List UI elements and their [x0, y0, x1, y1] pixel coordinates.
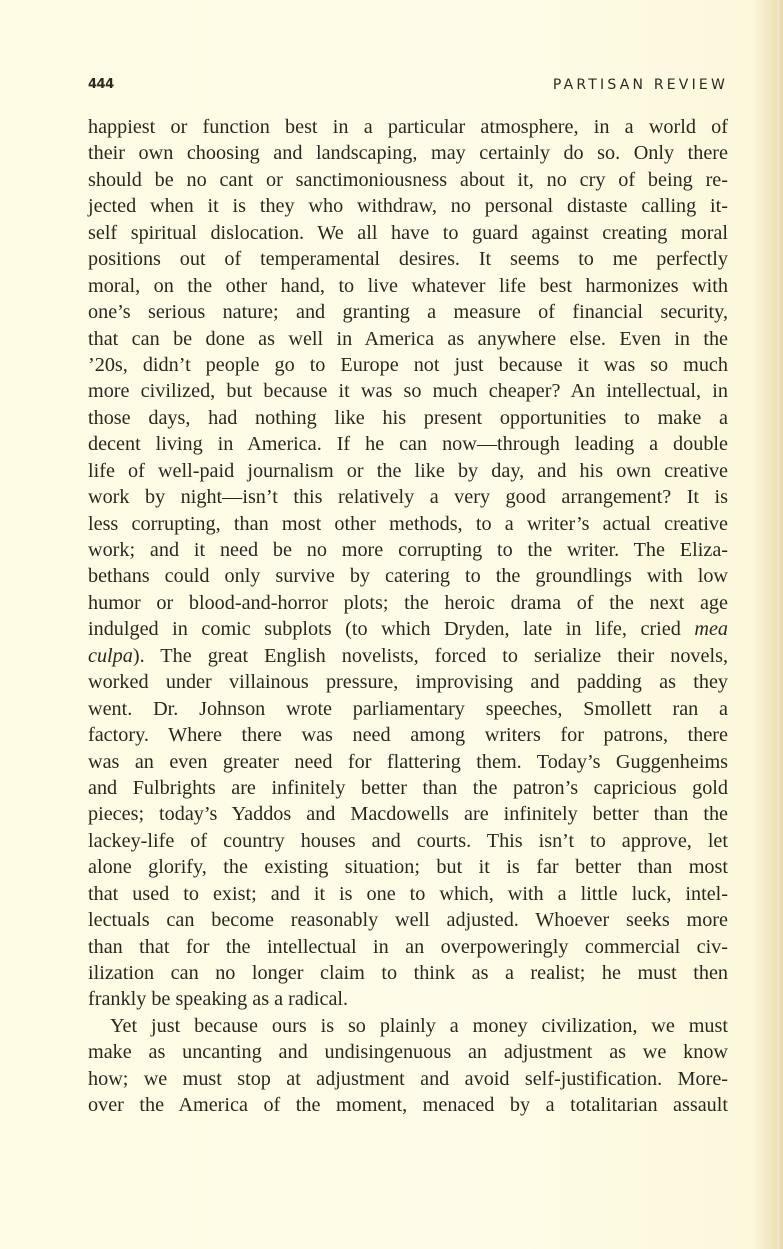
text-line: went. Dr. Johnson wrote parliamentary speeches, Smollett ran a: [88, 697, 728, 720]
text-line: moral, on the other hand, to live whatever life best harmonizes with: [88, 274, 728, 297]
text-line: those days, had nothing like his present opportunities to make a: [88, 406, 728, 429]
text-line: one’s serious nature; and granting a measure of financial security,: [88, 301, 728, 324]
text-line-with-italic: [88, 643, 728, 669]
text-line: less corrupting, than most other methods, to a writer’s actual creative: [88, 512, 728, 535]
text-line: positions out of temperamental desires. It seems to me perfectly: [88, 248, 728, 271]
text-line: humor or blood-and-horror plots; the heroic drama of the next age: [88, 591, 728, 614]
body-text: [88, 114, 728, 1119]
text-line: was an even greater need for flattering them. Today’s Guggenheims: [88, 750, 728, 773]
page-number: 444: [88, 77, 114, 92]
text-line: worked under villainous pressure, improvising and padding as they: [88, 671, 728, 694]
text-line: their own choosing and landscaping, may certainly do so. Only there: [88, 142, 728, 165]
text-line: more civilized, but because it was so much cheaper? An intellectual, in: [88, 380, 728, 403]
text-segment: ). The great English novelists, forced to serialize their novels,: [132, 644, 728, 667]
text-line: and Fulbrights are infinitely better than the patron’s capricious gold: [88, 776, 728, 799]
text-line: that used to exist; and it is one to which, with a little luck, intel-: [88, 882, 728, 905]
text-line: decent living in America. If he can now—through leading a double: [88, 433, 728, 456]
page-edge: [777, 0, 783, 1249]
text-line: over the America of the moment, menaced by a totalitarian assault: [88, 1094, 728, 1117]
text-line: happiest or function best in a particular atmosphere, in a world of: [88, 116, 728, 138]
text-line-with-italic: [88, 616, 728, 642]
text-line: bethans could only survive by catering to the groundlings with low: [88, 565, 728, 588]
text-line: should be no cant or sanctimoniousness about it, no cry of being re-: [88, 168, 728, 191]
text-line: how; we must stop at adjustment and avoid self-justification. More-: [88, 1067, 728, 1090]
text-line: work by night—isn’t this relatively a very good arrangement? It is: [88, 486, 728, 509]
text-segment: indulged in comic subplots (to which Dryden, late in life, cried: [88, 618, 695, 641]
text-line: ’20s, didn’t people go to Europe not just because it was so much: [88, 353, 728, 376]
text-line: alone glorify, the existing situation; but it is far better than most: [88, 856, 728, 879]
text-line: pieces; today’s Yaddos and Macdowells are infinitely better than the: [88, 803, 728, 826]
text-line: than that for the intellectual in an overpoweringly commercial civ-: [88, 935, 728, 958]
italic-phrase: culpa: [88, 644, 133, 667]
text-line: lectuals can become reasonably well adjusted. Whoever seeks more: [88, 909, 728, 932]
text-line: self spiritual dislocation. We all have to guard against creating moral: [88, 221, 728, 244]
text-line: jected when it is they who withdraw, no personal distaste calling it-: [88, 195, 728, 218]
text-line: ilization can no longer claim to think as a realist; he must then: [88, 962, 728, 984]
text-line: life of well-paid journalism or the like by day, and his own creative: [88, 459, 728, 482]
text-line: lackey-life of country houses and courts. This isn’t to approve, let: [88, 829, 728, 852]
text-line: factory. Where there was need among writers for patrons, there: [88, 724, 728, 747]
text-line: that can be done as well in America as anywhere else. Even in the: [88, 327, 728, 350]
paragraph-end-line: frankly be speaking as a radical.: [88, 988, 349, 1011]
paragraph-start-line: Yet just because ours is so plainly a money civilization, we must: [110, 1014, 728, 1037]
running-head: PARTISAN REVIEW: [552, 77, 728, 93]
text-line: work; and it need be no more corrupting to the writer. The Eliza-: [88, 539, 728, 561]
italic-phrase: mea: [694, 618, 728, 641]
text-line: make as uncanting and undisingenuous an adjustment as we know: [88, 1041, 728, 1064]
page-header: [88, 77, 728, 99]
